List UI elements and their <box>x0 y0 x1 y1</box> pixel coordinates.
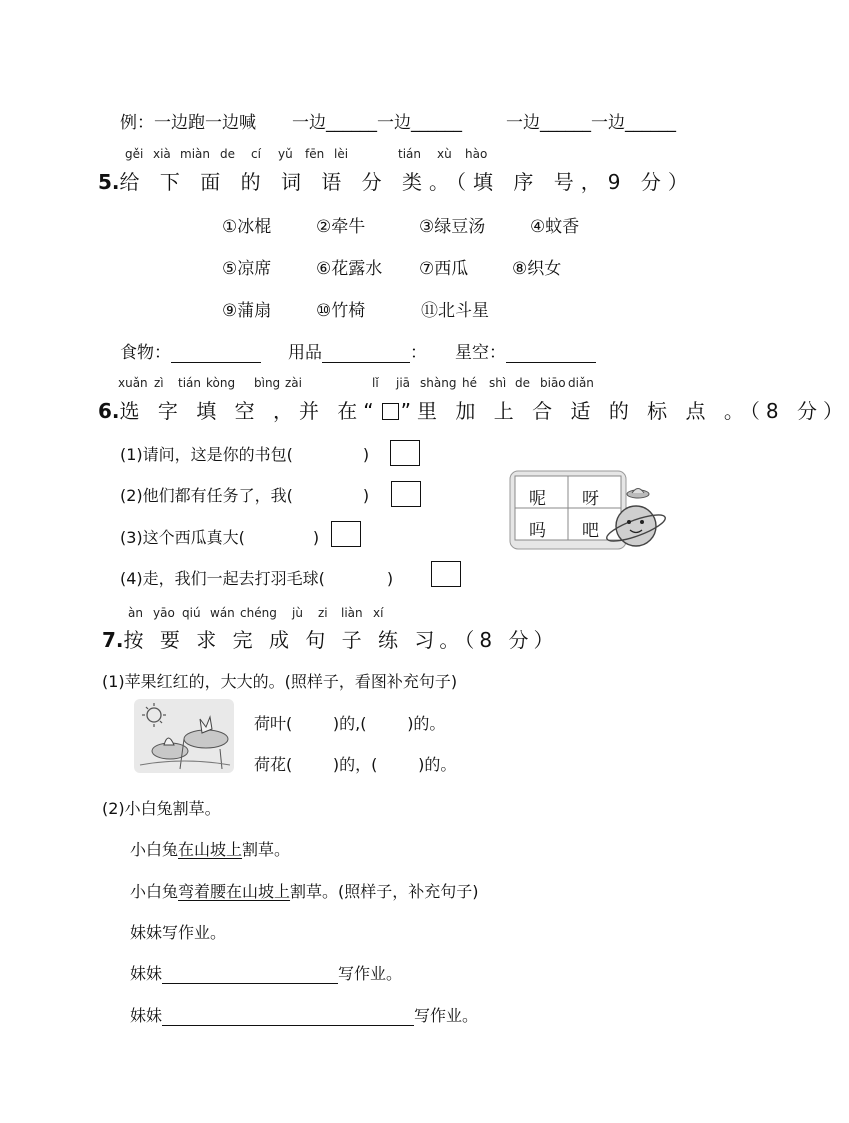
q6-item-text: (3)这个西瓜真大( <box>120 528 245 547</box>
choice-card <box>509 470 671 552</box>
pinyin: xià <box>153 147 171 161</box>
lotus-pond-illustration <box>134 699 234 773</box>
a1-post: 写作业。 <box>338 964 403 983</box>
ex2-underlined: 弯着腰在山坡上 <box>178 882 291 901</box>
cat-sky-label: 星空： <box>455 343 506 363</box>
choice-ne: 呢 <box>529 489 546 509</box>
pinyin: liàn <box>341 606 363 620</box>
pinyin: de <box>515 376 530 390</box>
q6-number: 6. <box>98 399 120 423</box>
pinyin: jù <box>292 606 303 620</box>
q6-punct-box-1[interactable] <box>390 440 420 466</box>
pinyin: de <box>220 147 235 161</box>
q7-number: 7. <box>102 628 124 652</box>
pinyin: tián <box>398 147 421 161</box>
pinyin: zi <box>318 606 328 620</box>
q6-item-4 <box>120 566 393 589</box>
pinyin: shàng <box>420 376 457 390</box>
cat-goods-blank[interactable] <box>322 344 410 363</box>
pinyin: lèi <box>334 147 349 161</box>
q5-title <box>98 166 695 195</box>
q5-item: ②牵牛 <box>316 217 366 237</box>
pinyin: fēn <box>305 147 325 161</box>
q5-item: ①冰棍 <box>222 217 272 237</box>
ex1-post: 割草。 <box>242 840 291 859</box>
pinyin: biāo <box>540 376 566 390</box>
q7-p1-line2[interactable]: 荷花( )的，( )的。 <box>254 755 457 774</box>
paren-close: ) <box>312 528 320 547</box>
q5-item: ⑤凉席 <box>222 259 272 279</box>
q7-p2-example1 <box>130 837 290 860</box>
q7-part2-label: (2)小白兔割草。 <box>102 799 221 818</box>
q7-p2-example2 <box>130 879 479 902</box>
q5-item: ⑦西瓜 <box>419 259 469 279</box>
pinyin: zài <box>285 376 302 390</box>
a1-pre: 妹妹 <box>130 964 163 983</box>
q5-cat-goods <box>288 338 427 363</box>
pinyin: xù <box>437 147 452 161</box>
pinyin: bìng <box>254 376 281 390</box>
pinyin: lǐ <box>372 376 379 390</box>
cat-sky-blank[interactable] <box>506 344 596 363</box>
q6-item-text: (1)请问，这是你的书包( <box>120 445 293 464</box>
pinyin: hé <box>462 376 477 390</box>
q7-p2-question: 妹妹写作业。 <box>130 923 227 942</box>
q7-title-text: 按 要 求 完 成 句 子 练 习。（8 分） <box>123 628 559 652</box>
ex2-pre: 小白兔 <box>130 882 179 901</box>
q5-item: ⑨蒲扇 <box>222 301 272 321</box>
choice-ya: 呀 <box>582 489 599 509</box>
cat-goods-colon: ： <box>410 343 427 363</box>
q6-item-text: (4)走，我们一起去打羽毛球( <box>120 569 325 588</box>
q5-cat-sky <box>455 338 596 363</box>
q5-item: ⑪北斗星 <box>421 301 489 321</box>
lotus-pond-icon <box>134 699 234 773</box>
q4-example-label: 例：一边跑一边喊 <box>120 113 256 133</box>
paren-close: ) <box>362 445 370 464</box>
pinyin: yǔ <box>278 147 293 161</box>
pinyin: kòng <box>206 376 236 390</box>
pinyin: shì <box>489 376 507 390</box>
q6-title-a: 选 字 填 空 ，并 在“ <box>119 399 380 423</box>
pinyin: zì <box>154 376 164 390</box>
pinyin: chéng <box>240 606 277 620</box>
a2-blank[interactable] <box>162 1007 414 1026</box>
q5-item: ④蚊香 <box>530 217 580 237</box>
q6-title <box>98 395 849 424</box>
ex1-pre: 小白兔 <box>130 840 179 859</box>
cat-food-blank[interactable] <box>171 344 261 363</box>
q6-item-2 <box>120 483 369 506</box>
ex1-underlined: 在山坡上 <box>178 840 243 859</box>
paren-close: ) <box>362 486 370 505</box>
title-box-icon <box>382 403 399 420</box>
pinyin: wán <box>210 606 235 620</box>
pinyin: hào <box>465 147 488 161</box>
pinyin: miàn <box>180 147 210 161</box>
q4-blank-pair-2[interactable]: 一边______一边______ <box>506 113 676 133</box>
choice-ma: 吗 <box>529 521 546 541</box>
q6-item-1 <box>120 442 369 465</box>
pinyin: xí <box>373 606 384 620</box>
q5-cat-food <box>120 338 261 363</box>
paren-close: ) <box>386 569 394 588</box>
q4-blank-pair-1[interactable]: 一边______一边______ <box>292 113 462 133</box>
q6-title-b: ”里 加 上 合 适 的 标 点 。（8 分） <box>400 399 849 423</box>
pinyin: gěi <box>125 147 144 161</box>
q7-p2-answer2 <box>130 1003 478 1026</box>
q5-item: ③绿豆汤 <box>419 217 486 237</box>
q5-item: ⑥花露水 <box>316 259 383 279</box>
q7-title <box>102 624 558 653</box>
q5-title-text: 给 下 面 的 词 语 分 类。（填 序 号，9 分） <box>119 170 695 194</box>
pinyin: cí <box>251 147 261 161</box>
ex2-post: 割草。(照样子，补充句子) <box>290 882 479 901</box>
pinyin: diǎn <box>568 376 594 390</box>
q7-p2-answer1 <box>130 961 402 984</box>
q7-part1-label: (1)苹果红红的，大大的。(照样子，看图补充句子) <box>102 672 458 691</box>
pinyin: jiā <box>396 376 411 390</box>
pinyin: xuǎn <box>118 376 148 390</box>
choice-ba: 吧 <box>582 521 599 541</box>
q5-item: ⑧织女 <box>512 259 562 279</box>
q6-item-3 <box>120 525 319 548</box>
pinyin: qiú <box>182 606 201 620</box>
a2-post: 写作业。 <box>414 1006 479 1025</box>
pinyin: yāo <box>153 606 175 620</box>
cat-goods-label: 用品 <box>288 343 322 363</box>
q6-punct-box-2[interactable] <box>391 481 421 507</box>
q5-number: 5. <box>98 170 120 194</box>
q6-item-text: (2)他们都有任务了，我( <box>120 486 293 505</box>
q5-item: ⑩竹椅 <box>316 301 366 321</box>
q6-punct-box-3[interactable] <box>331 521 361 547</box>
a2-pre: 妹妹 <box>130 1006 163 1025</box>
cat-food-label: 食物： <box>120 343 171 363</box>
pinyin: àn <box>128 606 143 620</box>
pinyin: tián <box>178 376 201 390</box>
a1-blank[interactable] <box>162 965 338 984</box>
q6-punct-box-4[interactable] <box>431 561 461 587</box>
q7-p1-line1[interactable]: 荷叶( )的,( )的。 <box>254 714 446 733</box>
